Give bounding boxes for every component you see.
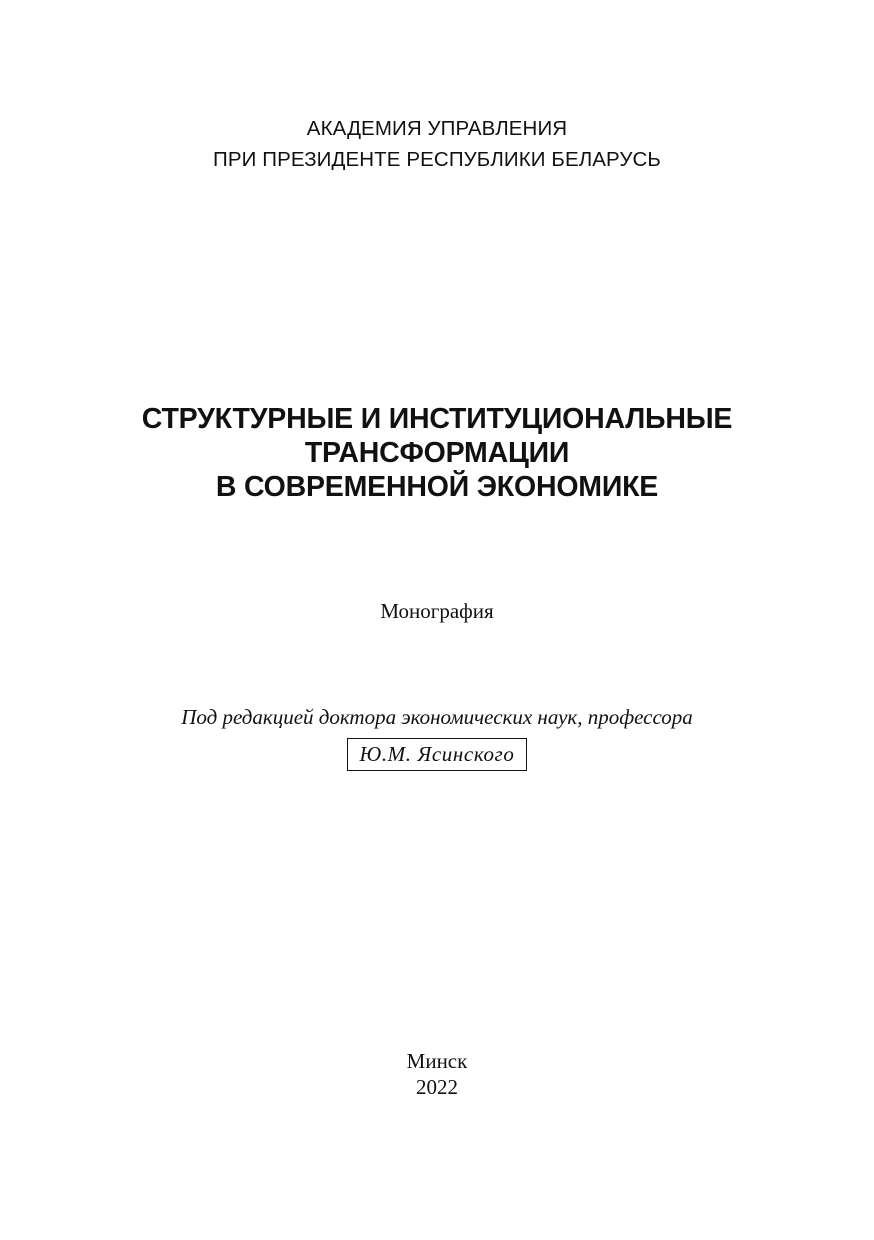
imprint-year: 2022 [416,1075,458,1099]
genre-label: Монография [380,599,494,623]
imprint [0,1048,874,1100]
organization-line-2: ПРИ ПРЕЗИДЕНТЕ РЕСПУБЛИКИ БЕЛАРУСЬ [213,148,661,171]
organization-line-1: АКАДЕМИЯ УПРАВЛЕНИЯ [306,117,568,140]
title-line-3: В СОВРЕМЕННОЙ ЭКОНОМИКЕ [215,471,659,503]
title-line-1: СТРУКТУРНЫЕ И ИНСТИТУЦИОНАЛЬНЫЕ [141,403,733,435]
editor-name: Ю.М. Ясинского [347,738,528,771]
book-title [0,402,874,504]
editor-name-box [0,738,874,771]
organization-name [0,113,874,175]
imprint-city: Минск [406,1049,468,1073]
editor-caption: Под редакцией доктора экономических наук, профессора [181,705,693,729]
title-line-2: ТРАНСФОРМАЦИИ [304,437,570,469]
